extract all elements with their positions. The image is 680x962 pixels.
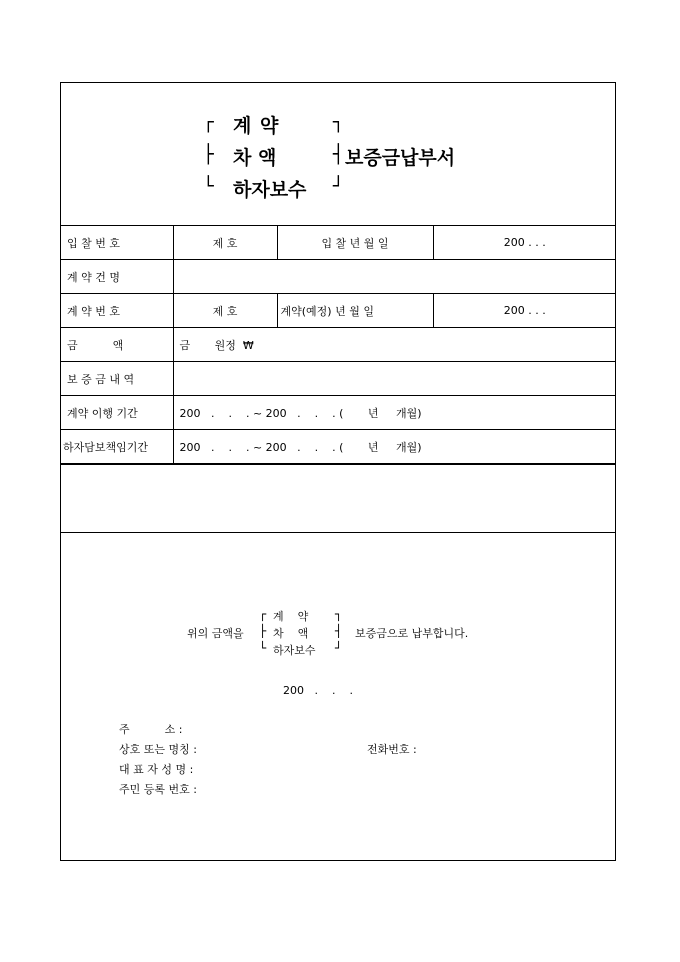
value-contract-date[interactable]: 200 . . . bbox=[433, 294, 616, 328]
bracket-right-bottom: ┘ bbox=[335, 641, 343, 655]
label-phone-number: 전화번호 : bbox=[367, 743, 417, 756]
label-bid-date: 입 찰 년 월 일 bbox=[277, 226, 433, 260]
table-row bbox=[61, 294, 616, 328]
value-bid-date[interactable]: 200 . . . bbox=[433, 226, 616, 260]
label-deposit-details: 보 증 금 내 역 bbox=[61, 362, 173, 396]
form-table bbox=[61, 225, 616, 464]
bracket-right-middle: ┤ bbox=[335, 624, 343, 638]
label-amount: 금 액 bbox=[61, 328, 173, 362]
form-title bbox=[61, 83, 615, 225]
table-row bbox=[61, 362, 616, 396]
value-deposit-details[interactable] bbox=[173, 362, 616, 396]
value-contract-name[interactable] bbox=[173, 260, 616, 294]
table-row bbox=[61, 328, 616, 362]
value-amount[interactable]: 금 원정 ₩ bbox=[173, 328, 616, 362]
label-contract-number: 계 약 번 호 bbox=[61, 294, 173, 328]
statement-option-difference: 차 액 bbox=[273, 627, 309, 640]
bracket-left-top: ┌ bbox=[203, 112, 214, 133]
statement-block bbox=[61, 533, 615, 861]
bracket-right-top: ┐ bbox=[335, 607, 343, 621]
table-row bbox=[61, 226, 616, 260]
blank-remarks-area bbox=[61, 464, 615, 533]
title-option-defect-warranty: 하자보수 bbox=[233, 179, 307, 201]
label-resident-number: 주민 등록 번호 : bbox=[119, 783, 197, 796]
bracket-right-top: ┐ bbox=[333, 112, 344, 133]
table-row bbox=[61, 260, 616, 294]
label-contract-date: 계약(예정) 년 월 일 bbox=[277, 294, 433, 328]
bracket-left-middle: ├ bbox=[259, 624, 267, 638]
label-warranty-period: 하자담보책임기간 bbox=[61, 430, 173, 464]
label-representative-name: 대 표 자 성 명 : bbox=[119, 763, 194, 776]
bracket-left-top: ┌ bbox=[259, 607, 267, 621]
statement-option-defect-warranty: 하자보수 bbox=[273, 644, 316, 657]
label-contract-name: 계 약 건 명 bbox=[61, 260, 173, 294]
bracket-right-bottom: ┘ bbox=[333, 176, 344, 197]
value-bid-number[interactable]: 제 호 bbox=[173, 226, 277, 260]
label-address: 주 소 : bbox=[119, 723, 183, 736]
bracket-left-bottom: └ bbox=[203, 176, 214, 197]
statement-prefix: 위의 금액을 bbox=[187, 627, 244, 640]
title-option-contract: 계 약 bbox=[233, 115, 280, 137]
bracket-left-bottom: └ bbox=[259, 641, 267, 655]
submission-date[interactable]: 200 . . . bbox=[283, 684, 353, 697]
statement-suffix: 보증금으로 납부합니다. bbox=[355, 627, 469, 640]
label-contract-period: 계약 이행 기간 bbox=[61, 396, 173, 430]
value-warranty-period[interactable]: 200 . . . ~ 200 . . . ( 년 개월) bbox=[173, 430, 616, 464]
statement-option-contract: 계 약 bbox=[273, 610, 309, 623]
deposit-payment-form bbox=[60, 82, 616, 861]
title-option-difference: 차 액 bbox=[233, 147, 277, 169]
title-suffix: 보증금납부서 bbox=[345, 147, 456, 169]
table-row bbox=[61, 430, 616, 464]
bracket-right-middle: ┤ bbox=[333, 144, 344, 165]
table-row bbox=[61, 396, 616, 430]
label-company-name: 상호 또는 명칭 : bbox=[119, 743, 197, 756]
label-bid-number: 입 찰 번 호 bbox=[61, 226, 173, 260]
bracket-left-middle: ├ bbox=[203, 144, 214, 165]
value-contract-period[interactable]: 200 . . . ~ 200 . . . ( 년 개월) bbox=[173, 396, 616, 430]
value-contract-number[interactable]: 제 호 bbox=[173, 294, 277, 328]
